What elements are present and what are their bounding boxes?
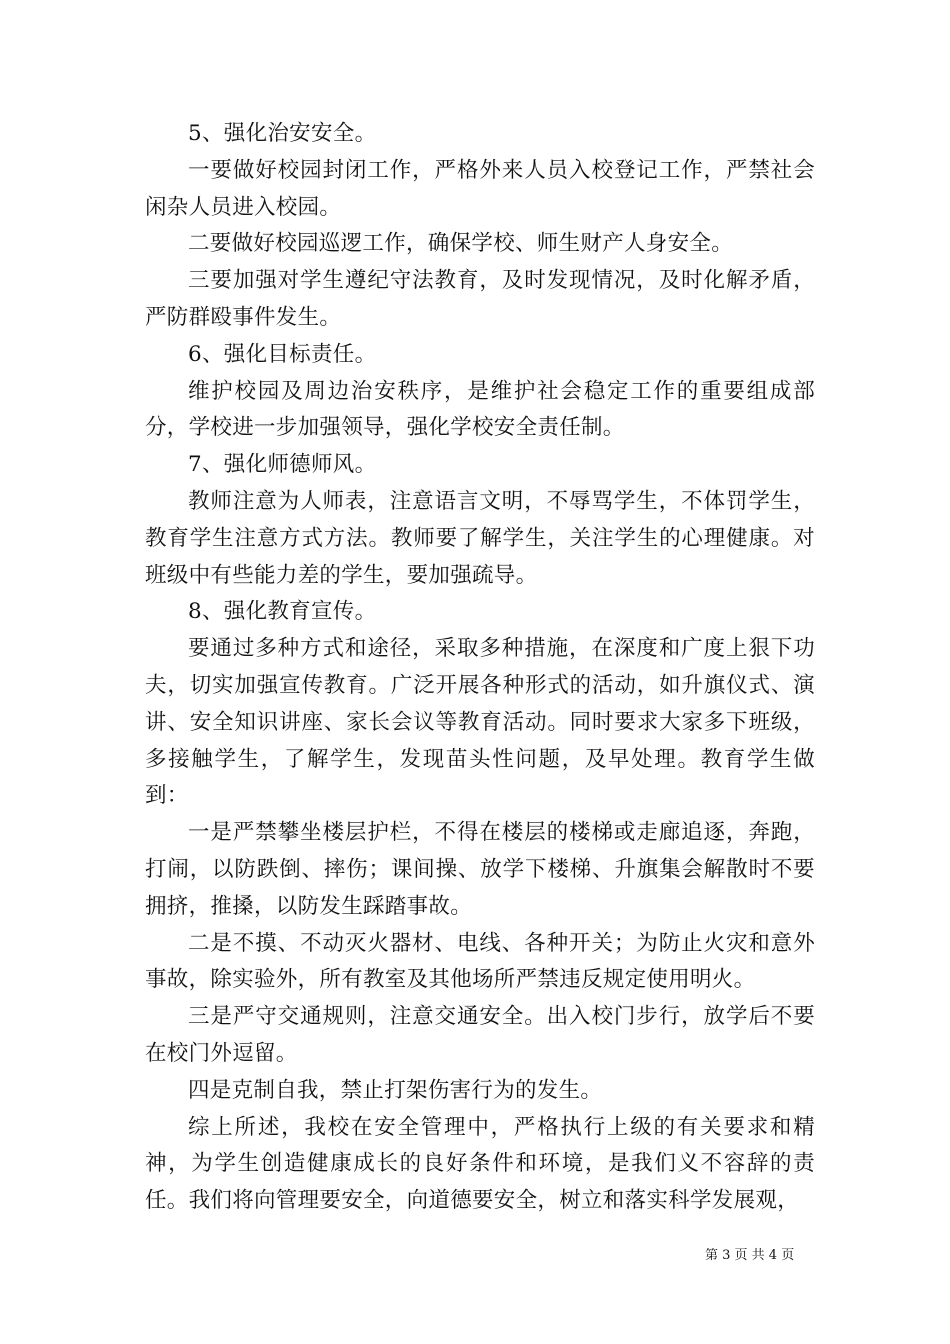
paragraph: 维护校园及周边治安秩序，是维护社会稳定工作的重要组成部分，学校进一步加强领导，强化学校安全责任制。 xyxy=(145,378,815,441)
paragraph: 要通过多种方式和途径，采取多种措施，在深度和广度上狠下功夫，切实加强宣传教育。广泛开展各种形式的活动，如升旗仪式、演讲、安全知识讲座、家长会议等教育活动。同时要求大家多下班级，多接触学生，了解学生，发现苗头性问题，及早处理。教育学生做到： xyxy=(145,636,815,809)
paragraph: 二是不摸、不动灭火器材、电线、各种开关；为防止火灾和意外事故，除实验外，所有教室及其他场所严禁违反规定使用明火。 xyxy=(145,930,815,993)
paragraph: 三是严守交通规则，注意交通安全。出入校门步行，放学后不要在校门外逗留。 xyxy=(145,1004,815,1066)
paragraph-heading-6: 6、强化目标责任。 xyxy=(188,341,377,367)
paragraph: 一是严禁攀坐楼层护栏，不得在楼层的楼梯或走廊追逐，奔跑，打闹，以防跌倒、摔伤；课间操、放学下楼梯、升旗集会解散时不要拥挤，推搡，以防发生踩踏事故。 xyxy=(145,820,815,919)
document-body xyxy=(145,116,815,1220)
paragraph: 教师注意为人师表，注意语言文明，不辱骂学生，不体罚学生，教育学生注意方式方法。教师要了解学生，关注学生的心理健康。对班级中有些能力差的学生，要加强疏导。 xyxy=(145,488,815,588)
paragraph: 综上所述，我校在安全管理中，严格执行上级的有关要求和精神，为学生创造健康成长的良好条件和环境，是我们义不容辞的责任。我们将向管理要安全，向道德要安全，树立和落实科学发展观， xyxy=(145,1114,815,1214)
paragraph-heading-5: 5、强化治安安全。 xyxy=(188,121,377,146)
paragraph: 三要加强对学生遵纪守法教育，及时发现情况，及时化解矛盾，严防群殴事件发生。 xyxy=(145,268,815,330)
paragraph-heading-7: 7、强化师德师风。 xyxy=(188,452,377,478)
paragraph: 二要做好校园巡逻工作，确保学校、师生财产人身安全。 xyxy=(188,231,734,257)
paragraph: 一要做好校园封闭工作，严格外来人员入校登记工作，严禁社会闲杂人员进入校园。 xyxy=(145,157,815,220)
page-number-footer: 第 3 页 共 4 页 xyxy=(705,1248,795,1263)
paragraph-heading-8: 8、强化教育宣传。 xyxy=(188,599,377,625)
paragraph: 四是克制自我，禁止打架伤害行为的发生。 xyxy=(188,1077,603,1103)
